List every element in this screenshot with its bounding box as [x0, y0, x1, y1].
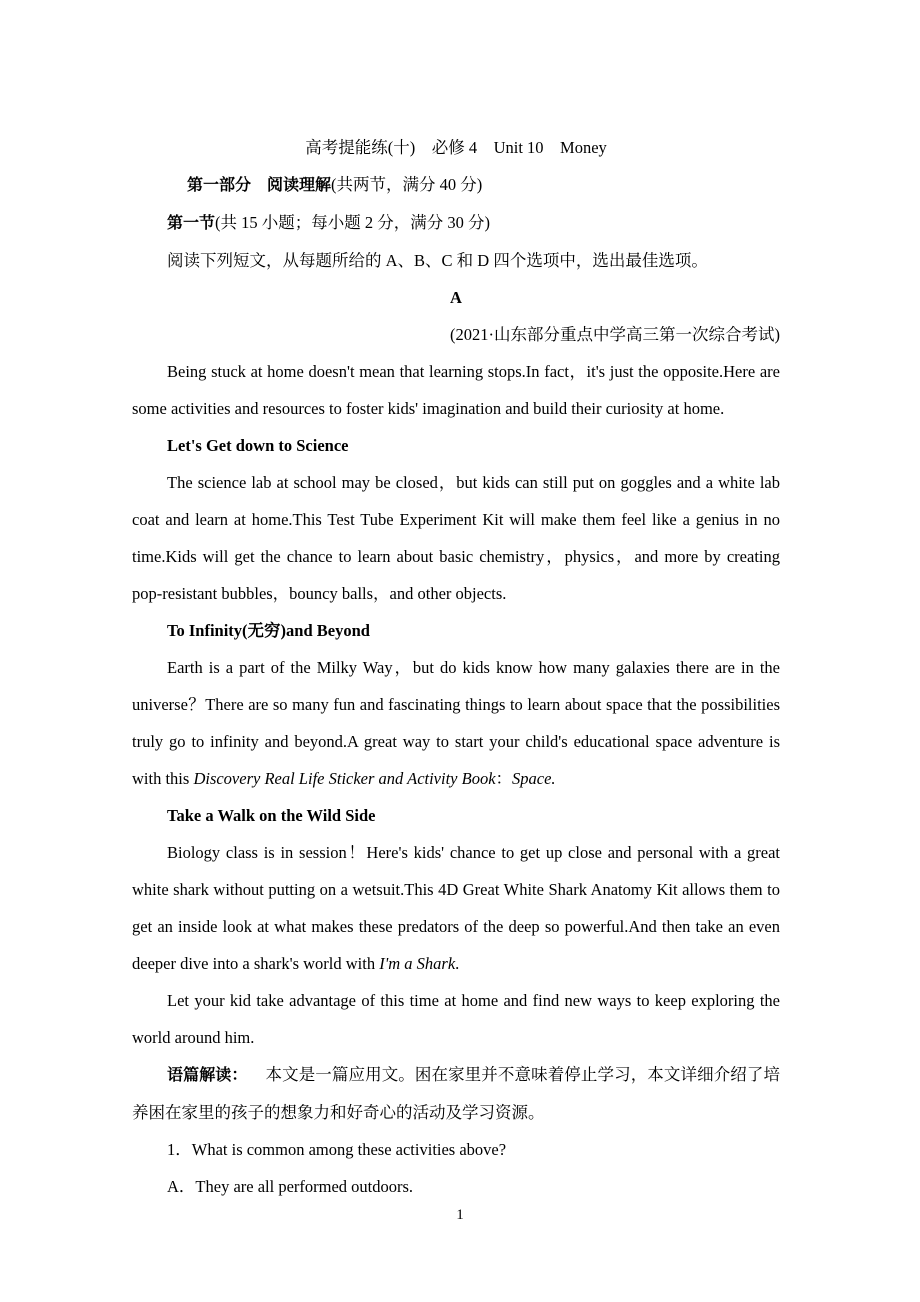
question-1-text: What is common among these activities above? — [191, 1140, 507, 1159]
passage-source: (2021·山东部分重点中学高三第一次综合考试) — [450, 325, 780, 344]
passage-analysis — [132, 1056, 780, 1131]
passage-label: A — [450, 288, 462, 307]
section-heading — [132, 204, 780, 242]
activity-2-body — [132, 649, 780, 797]
closing-paragraph: Let your kid take advantage of this time at home and find new ways to keep exploring the world around him. — [132, 991, 780, 1047]
activity-3-body — [132, 834, 780, 982]
reading-instructions: 阅读下列短文，从每题所给的 A、B、C 和 D 四个选项中，选出最佳选项。 — [167, 251, 708, 270]
analysis-text: 本文是一篇应用文。困在家里并不意味着停止学习，本文详细介绍了培养困在家里的孩子的想象力和好奇心的活动及学习资源。 — [132, 1065, 780, 1122]
activity-1-heading: Let's Get down to Science — [167, 436, 349, 455]
activity-3-body-text: Biology class is in session！Here's kids' chance to get up close and personal with a great white shark without putting on a wetsuit.This 4D Great White Shark Anatomy Kit allows them to get an inside look at what makes these predators of the deep so powerful.And then take an even deeper dive into a shark's world with — [132, 843, 780, 973]
section-heading-bold: 第一节 — [167, 215, 216, 232]
book-title: Discovery Real Life Sticker and Activity Book — [193, 769, 496, 788]
analysis-label: 语篇解读： — [167, 1067, 248, 1084]
book-subtitle: Space. — [512, 769, 556, 788]
page-number: 1 — [456, 1207, 464, 1223]
part-heading-detail: (共两节，满分 40 分) — [331, 175, 483, 194]
activity-3-heading: Take a Walk on the Wild Side — [167, 806, 376, 825]
document-title: 高考提能练(十) 必修 4 Unit 10 Money — [305, 138, 607, 157]
activity-2-heading: To Infinity(无穷)and Beyond — [167, 621, 370, 640]
section-heading-detail: (共 15 小题；每小题 2 分，满分 30 分) — [215, 213, 491, 232]
part-heading — [132, 166, 780, 204]
page-content — [132, 129, 780, 1205]
option-a-text: They are all performed outdoors. — [195, 1177, 414, 1196]
option-a-label: A． — [167, 1177, 196, 1196]
passage-intro-paragraph: Being stuck at home doesn't mean that learning stops.In fact，it's just the opposite.Here are some activities and resources to foster kids' imagination and build their curiosity at home. — [132, 362, 780, 418]
part-heading-bold: 第一部分 阅读理解 — [187, 177, 332, 194]
question-1 — [132, 1131, 780, 1168]
question-1-number: 1． — [167, 1140, 192, 1159]
book-title-colon: ： — [495, 769, 513, 788]
activity-2-body-text: Earth is a part of the Milky Way，but do kids know how many galaxies there are in the universe？There are so many fun and fascinating things to learn about space that the possibilities truly go to infinity and beyond.A great way to start your child's educational space adventure is with this — [132, 658, 780, 788]
activity-1-body: The science lab at school may be closed，but kids can still put on goggles and a white lab coat and learn at home.This Test Tube Experiment Kit will make them feel like a genius in no time.Kids will get the chance to learn about basic chemistry，physics，and more by creating pop-resistant bubbles，bouncy balls，and other objects. — [132, 473, 780, 603]
activity-3-body-period: . — [455, 954, 460, 973]
book-title-2: I'm a Shark — [379, 954, 456, 973]
